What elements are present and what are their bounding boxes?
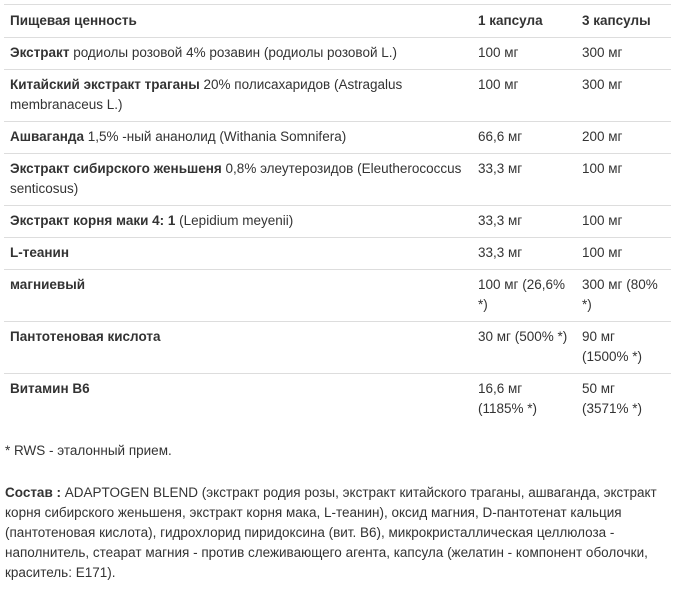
ingredient-name-bold: магниевый — [10, 277, 86, 292]
amount-three-capsules: 300 мг (80% *) — [576, 270, 671, 322]
table-row — [4, 70, 671, 122]
ingredient-name-bold: Экстракт — [10, 45, 70, 60]
ingredient-name — [4, 38, 472, 70]
amount-one-capsule: 100 мг — [472, 70, 576, 122]
table-header-row — [4, 5, 671, 38]
header-one-capsule: 1 капсула — [472, 5, 576, 38]
ingredient-name — [4, 206, 472, 238]
amount-one-capsule: 66,6 мг — [472, 122, 576, 154]
ingredient-name-bold: L-теанин — [10, 245, 69, 260]
amount-three-capsules: 50 мг (3571% *) — [576, 374, 671, 426]
table-row — [4, 374, 671, 426]
ingredient-name-bold: Китайский экстракт траганы — [10, 77, 200, 92]
table-row — [4, 154, 671, 206]
ingredient-name-bold: Ашваганда — [10, 129, 84, 144]
amount-one-capsule: 16,6 мг (1185% *) — [472, 374, 576, 426]
ingredient-name — [4, 122, 472, 154]
ingredient-name — [4, 322, 472, 374]
table-row — [4, 270, 671, 322]
table-row — [4, 122, 671, 154]
amount-three-capsules: 200 мг — [576, 122, 671, 154]
table-row — [4, 206, 671, 238]
ingredient-name-bold: Экстракт корня маки 4: 1 — [10, 213, 176, 228]
amount-three-capsules: 300 мг — [576, 70, 671, 122]
amount-one-capsule: 30 мг (500% *) — [472, 322, 576, 374]
header-three-capsules: 3 капсулы — [576, 5, 671, 38]
amount-three-capsules: 300 мг — [576, 38, 671, 70]
nutrition-table — [4, 4, 671, 425]
ingredient-name — [4, 154, 472, 206]
ingredient-name-bold: Экстракт сибирского женьшеня — [10, 161, 222, 176]
ingredient-name — [4, 70, 472, 122]
ingredient-name-bold: Витамин B6 — [10, 381, 90, 396]
amount-three-capsules: 90 мг (1500% *) — [576, 322, 671, 374]
header-nutritional-value: Пищевая ценность — [4, 5, 472, 38]
composition-paragraph — [5, 483, 665, 583]
ingredient-name — [4, 270, 472, 322]
table-row — [4, 322, 671, 374]
amount-one-capsule: 100 мг (26,6% *) — [472, 270, 576, 322]
amount-one-capsule: 33,3 мг — [472, 238, 576, 270]
ingredient-name-bold: Пантотеновая кислота — [10, 329, 161, 344]
amount-one-capsule: 33,3 мг — [472, 206, 576, 238]
ingredient-name — [4, 374, 472, 426]
composition-text: ADAPTOGEN BLEND (экстракт родия розы, экстракт китайского траганы, ашваганда, экстракт корня сибирского женьшеня, экстракт корня мака, L-теанин), оксид магния, D-пантотенат кальция (пантотеновая кислота), гидрохлорид пиридоксина (вит. B6), микрокристаллическая целлюлоза - наполнитель, стеарат магния - против слеживающего агента, капсула (желатин - компонент оболочки, краситель: E171). — [5, 485, 657, 580]
rws-footnote: * RWS - эталонный прием. — [5, 443, 172, 458]
composition-label: Состав : — [5, 485, 61, 500]
ingredient-name-detail: (Lepidium meyenii) — [175, 213, 294, 228]
amount-three-capsules: 100 мг — [576, 238, 671, 270]
ingredient-name — [4, 238, 472, 270]
ingredient-name-detail: 1,5% -ный ананолид (Withania Somnifera) — [84, 129, 347, 144]
ingredient-name-detail: родиолы розовой 4% розавин (родиолы розовой L.) — [69, 45, 398, 60]
ingredient-name-detail: 0,8% элеутерозидов (Eleutherococcus senticosus) — [10, 161, 462, 196]
amount-one-capsule: 33,3 мг — [472, 154, 576, 206]
table-row — [4, 38, 671, 70]
ingredient-name-detail: 20% полисахаридов (Astragalus membranaceus L.) — [10, 77, 403, 112]
table-row — [4, 238, 671, 270]
amount-three-capsules: 100 мг — [576, 206, 671, 238]
amount-one-capsule: 100 мг — [472, 38, 576, 70]
amount-three-capsules: 100 мг — [576, 154, 671, 206]
